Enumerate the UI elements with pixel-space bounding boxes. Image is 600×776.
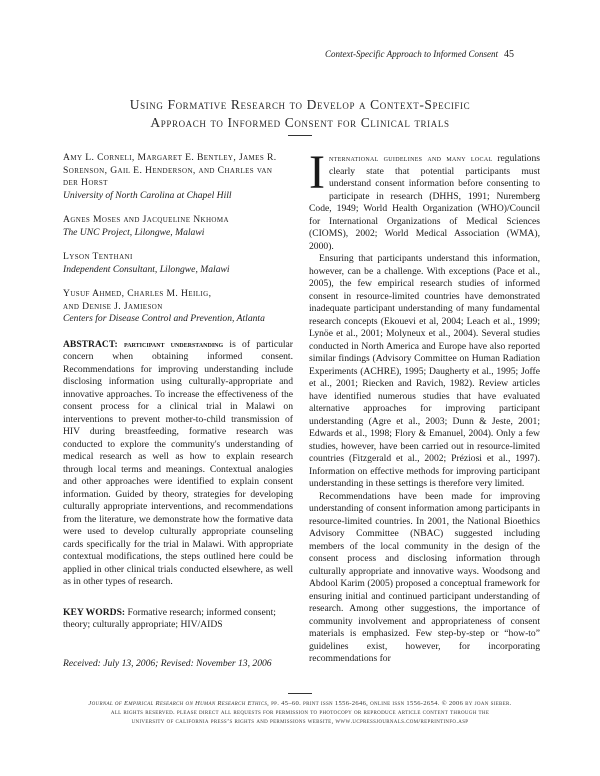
- title-divider: [288, 135, 312, 136]
- footer-divider: [288, 693, 312, 694]
- received-dates: Received: July 13, 2006; Revised: November 13, 2006: [63, 657, 272, 669]
- article-title: [70, 96, 530, 132]
- running-head: [325, 49, 514, 60]
- paragraph-text: regulations clearly state that potential participants must understand consent information before consenting to participate in research (DHHS, 1991; Nuremberg Code, 1949; World Health Organization (WHO)/Council for International Organizations of Medical Sciences (CIOMS), 2002; World Medical Association (WMA), 2000).: [309, 153, 540, 252]
- author-names: Yusuf Ahmed, Charles M. Heilig,: [63, 288, 212, 299]
- body-paragraph: Ensuring that participants understand this information, however, can be a challenge. With exceptions (Pace et al., 2005), the few empirical research studies of informed consent in resource-limited countries have demonstrated inadequate participant understanding of many fundamental research concepts (Ekouevi et al, 2004; Leach et al., 1999; Lynöe et al., 2001; Molyneux et al., 2004). Several studies conducted in North America and Europe have also reported similar findings (Advisory Committee on Human Radiation Experiments (ACHRE), 1995; Daugherty et al., 1995; Joffe et al., 2001; Riecken and Ravich, 1982). Review articles have identified numerous studies that have evaluated alternative approaches for improving participant understanding (Agre et al., 2003; Dunn & Jeste, 2001; Edwards et al., 1998; Flory & Emanuel, 2004). Only a few studies, however, have been carried out in resource-limited countries (Fitzgerald et al., 2002; Préziosi et al., 1997). Information on effective methods for improving participant understanding in these settings is therefore very limited.: [309, 253, 540, 489]
- footer-citation: pp. 45–60. print issn 1556-2646, online issn 1556-2654. © 2006 by joan sieber.: [271, 700, 512, 707]
- author-block: [63, 214, 293, 239]
- page-number: 45: [504, 49, 514, 60]
- body-paragraph: Recommendations have been made for improving understanding of consent information among participants in resource-limited countries. In 2001, the National Bioethics Advisory Committee (NBAC) suggested including members of the local community in the design of the consent process and disclosing information through culturally appropriate and innovative ways. Woodsong and Abdool Karim (2005) proposed a conceptual framework for ensuring initial and continued participant understanding of research. Among other suggestions, the importance of community involvement and appropriateness of consent materials is emphasized. Few step-by-step or “how-to” guidelines exist, however, for incorporating recommendations for: [309, 490, 540, 664]
- journal-name: Journal of Empirical Research on Human Research Ethics,: [88, 700, 270, 707]
- keywords-text: Formative research; informed consent; theory; culturally appropriate; HIV/AIDS: [63, 606, 276, 630]
- footer-line-3: university of california press’s rights and permissions website, www.ucpressjournals.com/reprintinfo.asp: [131, 718, 469, 725]
- author-names: Amy L. Corneli, Margaret E. Bentley, James R.: [63, 152, 277, 163]
- left-column: [63, 152, 293, 670]
- keywords-label: KEY WORDS:: [63, 606, 126, 618]
- title-line-1: Using Formative Research to Develop a Context-Specific: [129, 97, 471, 112]
- title-line-2: Approach to Informed Consent for Clinical trials: [150, 115, 450, 130]
- drop-cap: I: [309, 146, 325, 199]
- author-block: [63, 152, 293, 202]
- right-column: [309, 146, 540, 666]
- running-title: Context-Specific Approach to Informed Consent: [325, 49, 498, 59]
- body-paragraph: [309, 146, 540, 253]
- footer-line-2: all rights reserved. please direct all requests for permission to photocopy or reproduce article content through the: [110, 709, 490, 716]
- author-names: Sorenson, Gail E. Henderson, and Charles van: [63, 164, 273, 176]
- author-affiliation: Independent Consultant, Lilongwe, Malawi: [63, 263, 230, 275]
- footer-line-1: [60, 699, 540, 708]
- author-block: [63, 251, 293, 276]
- abstract-lead: participant understanding: [123, 338, 224, 349]
- author-names: der Horst: [63, 177, 108, 188]
- abstract: [63, 338, 293, 589]
- footer: [60, 699, 540, 726]
- abstract-label: ABSTRACT:: [63, 338, 118, 350]
- author-names: Agnes Moses and Jacqueline Nkhoma: [63, 214, 229, 225]
- keywords: [63, 607, 293, 632]
- author-affiliation: Centers for Disease Control and Prevention, Atlanta: [63, 313, 265, 324]
- author-names: and Denise J. Jamieson: [63, 300, 163, 312]
- author-affiliation: University of North Carolina at Chapel Hill: [63, 189, 232, 201]
- abstract-body: is of particular concern when obtaining informed consent. Recommendations for improving understanding include disclosing information using culturally-appropriate and innovative approaches. To increase the effectiveness of the consent process for a clinical trial in Malawi on interventions to prevent mother-to-child transmission of HIV during breastfeeding, formative research was conducted to explore the community's understanding of medical research as well as how to explain research through local terms and meanings. Contextual analogies and other approaches were identified to explain consent information. Guided by theory, strategies for developing culturally appropriate interventions, and recommendations from the literature, we demonstrate how the formative data were used to develop culturally appropriate counseling cards specifically for the trial in Malawi. With appropriate contextual modifications, the steps outlined here could be applied in other clinical trials conducted elsewhere, as well as in other types of research.: [63, 338, 293, 587]
- author-names: Lyson Tenthani: [63, 251, 133, 262]
- paragraph-lead: nternational guidelines and many local: [328, 153, 493, 163]
- author-affiliation: The UNC Project, Lilongwe, Malawi: [63, 226, 205, 238]
- author-block: [63, 288, 293, 326]
